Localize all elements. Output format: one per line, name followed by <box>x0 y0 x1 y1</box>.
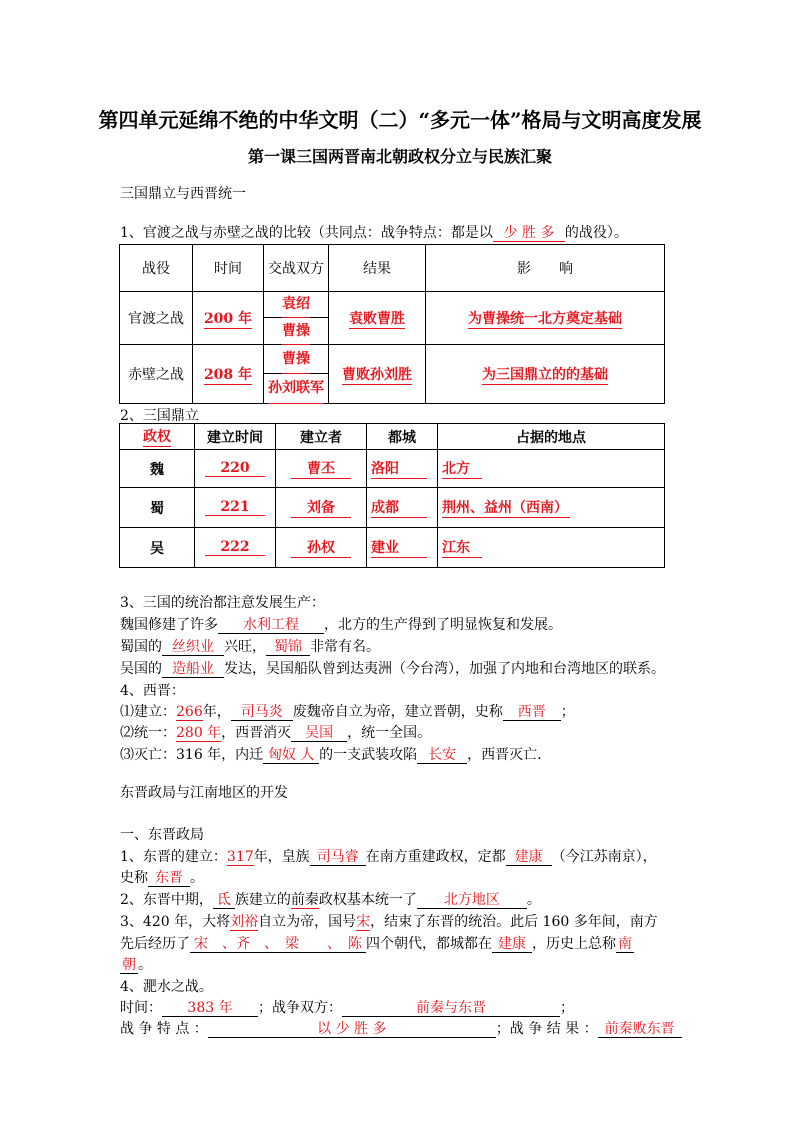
area-cell: 北方 <box>438 450 665 488</box>
header-cell: 建立者 <box>276 424 367 450</box>
table-row <box>120 345 665 404</box>
battle-cell: 赤壁之战 <box>120 345 193 404</box>
east-jin-1: 1、东晋的建立：317年，皇族 司马睿 在南方重建政权，定都 建康 （今江苏南京）， <box>120 849 657 865</box>
question-4-line-1: ⑴建立：266年， 司马炎 废魏帝自立为帝，建立晋朝，史称 西晋 ； <box>120 704 575 720</box>
battle-table <box>119 244 665 404</box>
answer: 少 胜 多 <box>493 225 565 242</box>
table-row <box>120 292 665 345</box>
header-cell: 结果 <box>329 245 426 292</box>
header-cell: 时间 <box>193 245 264 292</box>
capital-cell: 建业 <box>367 528 438 568</box>
year-cell: 220 <box>195 450 276 488</box>
sides-cell: 曹操 孙刘联军 <box>264 345 329 404</box>
impact-cell: 为曹操统一北方奠定基础 <box>426 292 665 345</box>
question-4-line-3: ⑶灭亡：316 年，内迁 匈奴 人 的一支武装攻陷 长安 ，西晋灭亡. <box>120 747 542 763</box>
table-row <box>120 450 665 488</box>
result-cell: 袁败曹胜 <box>329 292 426 345</box>
battle-cell: 官渡之战 <box>120 292 193 345</box>
feishui-line-2: 战 争 特 点 ： 以 少 胜 多 ；战 争 结 果 ： 前秦败东晋 <box>120 1018 682 1038</box>
header-cell: 影 响 <box>426 245 665 292</box>
header-cell: 政权 <box>120 424 195 450</box>
east-jin-2: 2、东晋中期， 氐 族建立的前秦政权基本统一了 北方地区 。 <box>120 892 541 908</box>
question-3-wu: 吴国的 造船业 发达，吴国船队曾到达夷洲（今台湾），加强了内地和台湾地区的联系。 <box>120 661 665 677</box>
east-jin-3: 3、420 年，大将刘裕自立为帝，国号宋，结束了东晋的统治。此后 160 多年间，南方 <box>120 914 658 930</box>
header-cell: 交战双方 <box>264 245 329 292</box>
question-3-wei: 魏国修建了许多 水利工程 ，北方的生产得到了明显恢复和发展。 <box>120 617 562 633</box>
state-cell: 蜀 <box>120 488 195 528</box>
question-1: 1、官渡之战与赤壁之战的比较（共同点：战争特点：都是以 少 胜 多 的战役）。 <box>120 225 628 241</box>
feishui-heading: 4、淝水之战。 <box>120 979 213 995</box>
section-heading: 三国鼎立与西晋统一 <box>120 186 246 202</box>
state-cell: 吴 <box>120 528 195 568</box>
question-4-line-2: ⑵统一：280 年，西晋消灭 吴国 ，统一全国。 <box>120 725 432 741</box>
sides-cell: 袁绍 曹操 <box>264 292 329 345</box>
result-cell: 曹败孙刘胜 <box>329 345 426 404</box>
founder-cell: 孙权 <box>276 528 367 568</box>
header-cell: 建立时间 <box>195 424 276 450</box>
time-cell: 200 年 <box>193 292 264 345</box>
year-cell: 221 <box>195 488 276 528</box>
time-cell: 208 年 <box>193 345 264 404</box>
question-4-heading: 4、西晋： <box>120 683 185 699</box>
east-jin-3-end: 朝 。 <box>122 957 152 973</box>
capital-cell: 洛阳 <box>367 450 438 488</box>
question-3-shu: 蜀国的 丝织业 兴旺， 蜀锦 非常有名。 <box>120 639 380 655</box>
founder-cell: 曹丕 <box>276 450 367 488</box>
page-title: 第四单元延绵不绝的中华文明（二）“多元一体”格局与文明高度发展 <box>98 108 702 132</box>
area-cell: 荆州、益州（西南） <box>438 488 665 528</box>
header-cell: 战役 <box>120 245 193 292</box>
feishui-line-1: 时间： 383 年 ；战争双方： 前秦与东晋 ； <box>120 1000 574 1016</box>
founder-cell: 刘备 <box>276 488 367 528</box>
table-row <box>120 488 665 528</box>
impact-cell: 为三国鼎立的的基础 <box>426 345 665 404</box>
east-jin-3-cont: 先后经历了 宋 、齐 、 梁 、 陈 四个朝代，都城都在 建康 ，历史上总称 南 <box>120 936 632 952</box>
three-kingdoms-table <box>119 423 665 568</box>
state-cell: 魏 <box>120 450 195 488</box>
section-heading: 东晋政局与江南地区的开发 <box>120 785 288 801</box>
east-jin-1-cont: 史称 东晋 。 <box>120 870 204 886</box>
lesson-title: 第一课三国两晋南北朝政权分立与民族汇聚 <box>247 147 552 166</box>
area-cell: 江东 <box>438 528 665 568</box>
question-3-heading: 3、三国的统治都注意发展生产： <box>120 595 325 611</box>
table-row <box>120 528 665 568</box>
header-cell: 占据的地点 <box>438 424 665 450</box>
subsection-heading: 一、东晋政局 <box>120 827 204 843</box>
header-cell: 都城 <box>367 424 438 450</box>
year-cell: 222 <box>195 528 276 568</box>
question-2: 2、三国鼎立 <box>120 408 199 424</box>
capital-cell: 成都 <box>367 488 438 528</box>
